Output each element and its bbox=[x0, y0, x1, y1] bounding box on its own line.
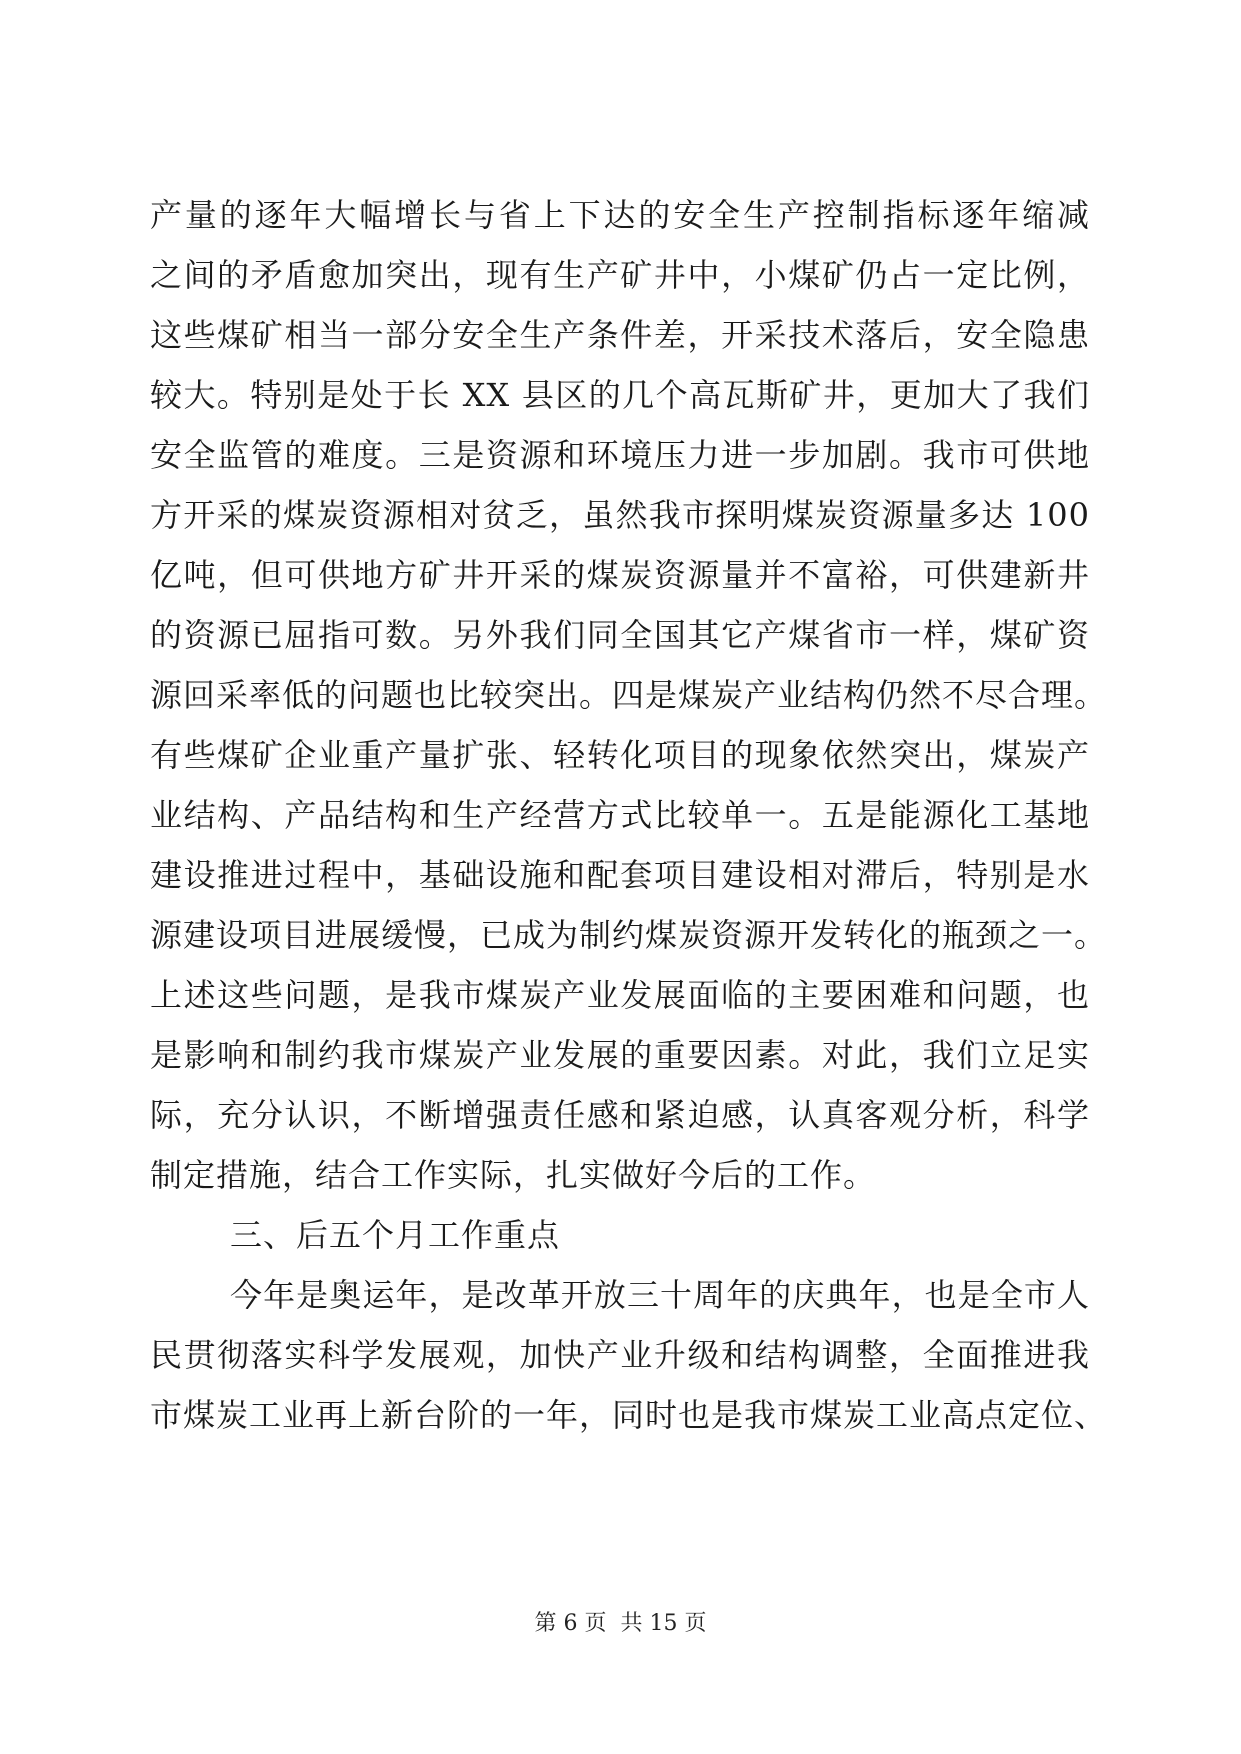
body-text-line: 今年是奥运年，是改革开放三十周年的庆典年，也是全市人 bbox=[230, 1276, 1090, 1314]
body-text-line: 际，充分认识，不断增强责任感和紧迫感，认真客观分析，科学 bbox=[150, 1096, 1090, 1134]
body-text-line: 业结构、产品结构和生产经营方式比较单一。五是能源化工基地 bbox=[150, 796, 1090, 834]
body-text-line: 的资源已屈指可数。另外我们同全国其它产煤省市一样，煤矿资 bbox=[150, 616, 1090, 654]
body-text-line: 是影响和制约我市煤炭产业发展的重要因素。对此，我们立足实 bbox=[150, 1036, 1090, 1074]
body-text-line: 安全监管的难度。三是资源和环境压力进一步加剧。我市可供地 bbox=[150, 436, 1090, 474]
body-text-line: 源建设项目进展缓慢，已成为制约煤炭资源开发转化的瓶颈之一。 bbox=[150, 916, 1108, 954]
body-text-line: 有些煤矿企业重产量扩张、轻转化项目的现象依然突出，煤炭产 bbox=[150, 736, 1090, 774]
body-text-line: 亿吨，但可供地方矿井开采的煤炭资源量并不富裕，可供建新井 bbox=[150, 556, 1090, 594]
body-text-line: 之间的矛盾愈加突出，现有生产矿井中，小煤矿仍占一定比例， bbox=[150, 256, 1090, 294]
body-text-line: 上述这些问题，是我市煤炭产业发展面临的主要困难和问题，也 bbox=[150, 976, 1090, 1014]
body-text-line: 这些煤矿相当一部分安全生产条件差，开采技术落后，安全隐患 bbox=[150, 316, 1090, 354]
body-text-line: 民贯彻落实科学发展观，加快产业升级和结构调整，全面推进我 bbox=[150, 1336, 1090, 1374]
body-text-line: 较大。特别是处于长 XX 县区的几个高瓦斯矿井，更加大了我们 bbox=[150, 376, 1090, 414]
page-footer bbox=[0, 1604, 1241, 1644]
body-text-line: 建设推进过程中，基础设施和配套项目建设相对滞后，特别是水 bbox=[150, 856, 1090, 894]
body-text-line: 产量的逐年大幅增长与省上下达的安全生产控制指标逐年缩减 bbox=[150, 196, 1090, 234]
body-text-line: 方开采的煤炭资源相对贫乏，虽然我市探明煤炭资源量多达 100 bbox=[150, 496, 1090, 534]
body-text-line: 制定措施，结合工作实际，扎实做好今后的工作。 bbox=[150, 1156, 877, 1194]
body-text-line: 源回采率低的问题也比较突出。四是煤炭产业结构仍然不尽合理。 bbox=[150, 676, 1108, 714]
body-text-line: 市煤炭工业再上新台阶的一年，同时也是我市煤炭工业高点定位、 bbox=[150, 1396, 1108, 1434]
page-number-label: 第 6 页 共 15 页 bbox=[534, 1611, 707, 1636]
section-heading: 三、后五个月工作重点 bbox=[230, 1216, 561, 1254]
